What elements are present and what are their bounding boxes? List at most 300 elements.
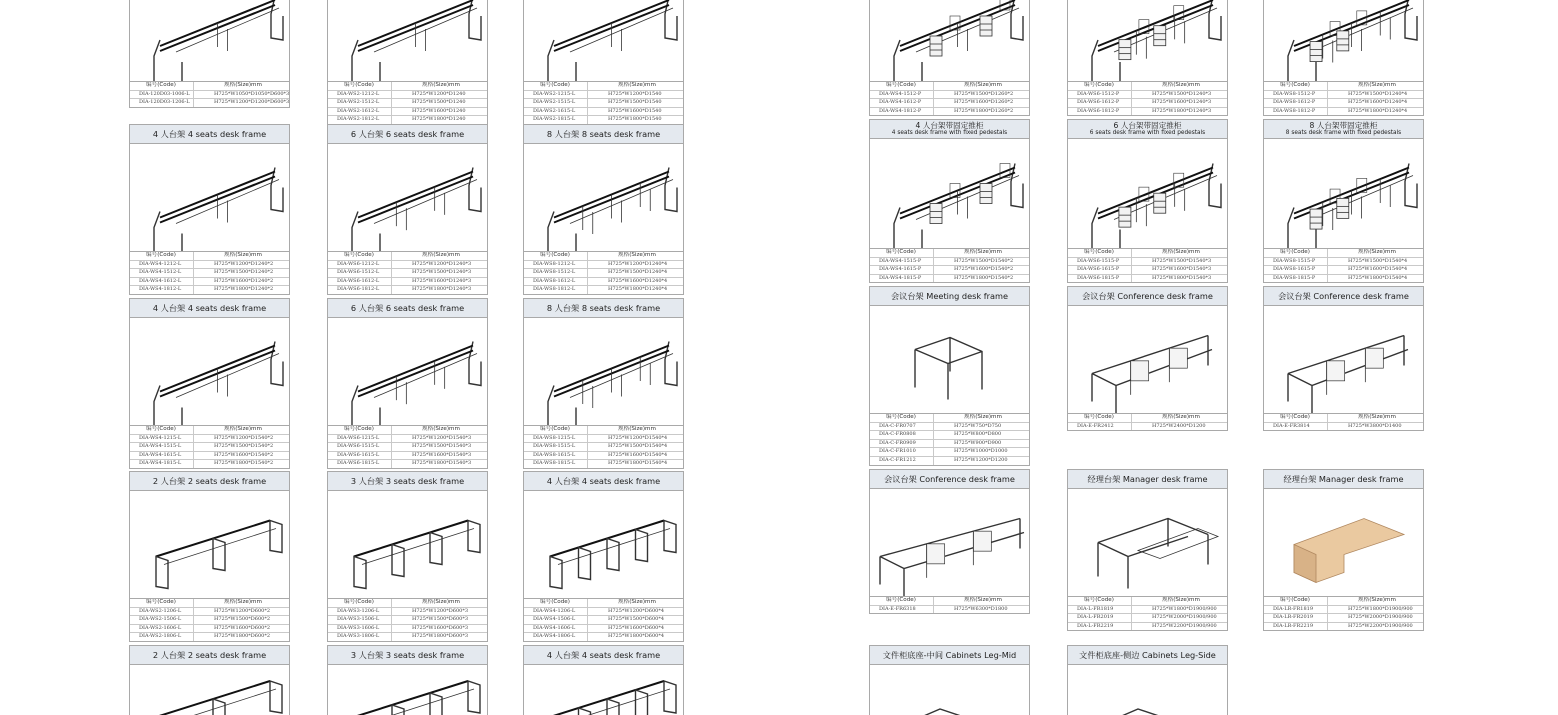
spec-table <box>524 598 683 641</box>
product-size: H725*W1200*D1540*3 <box>412 434 472 441</box>
spec-table-row <box>328 608 487 617</box>
code-header: 编号(Code) <box>524 599 588 607</box>
product-size: H725*W1600*D1260*2 <box>954 99 1014 106</box>
spec-table-row <box>524 608 683 617</box>
card-title-bar <box>328 125 487 144</box>
product-code: DIA-C-FR0707 <box>870 423 934 431</box>
card-r4-c6 <box>1263 469 1424 631</box>
spec-table-row <box>1068 614 1227 623</box>
spec-table-header <box>1068 82 1227 91</box>
spec-table-row <box>870 108 1029 116</box>
desk-frame-drawing <box>870 665 1029 715</box>
spec-table-row <box>328 633 487 641</box>
size-header: 规格(Size)mm <box>1358 597 1396 603</box>
product-code: DIA-WS4-1612-L <box>130 278 194 286</box>
size-header: 规格(Size)mm <box>224 599 262 605</box>
spec-table-header <box>130 599 289 608</box>
card-title: 4 人台架 4 seats desk frame <box>546 476 661 486</box>
spec-table-row <box>524 443 683 452</box>
product-size: H725*W1800*D1540*3 <box>1152 274 1212 281</box>
product-code: DIA-L-FR2019 <box>1068 614 1132 622</box>
spec-table-row <box>328 435 487 444</box>
card-subtitle: 8 seats desk frame with fixed pedestals <box>1285 129 1402 136</box>
card-title-bar <box>1068 470 1227 489</box>
spec-table-row <box>1264 623 1423 631</box>
size-header: 规格(Size)mm <box>618 599 656 605</box>
spec-table-header <box>1264 249 1423 258</box>
product-size: H725*W1500*D1540*4 <box>608 443 668 450</box>
card-r3-c3 <box>523 298 684 469</box>
spec-table-header <box>328 252 487 261</box>
spec-table-row <box>328 286 487 294</box>
spec-table-row <box>130 278 289 287</box>
spec-table-row <box>1264 108 1423 116</box>
card-r2-c3 <box>523 124 684 295</box>
product-size: H725*W1800*D1540*4 <box>608 460 668 467</box>
card-r5-c1 <box>129 645 290 715</box>
product-size: H725*W1800*D1240*4 <box>608 286 668 293</box>
product-code: DIA-WS6-1815-P <box>1068 275 1132 283</box>
size-header: 规格(Size)mm <box>964 597 1002 603</box>
card-title-bar <box>130 299 289 318</box>
code-header: 编号(Code) <box>130 426 194 434</box>
spec-table <box>1264 413 1423 430</box>
product-size: H725*W1200*D600*2 <box>214 607 271 614</box>
card-r4-c4 <box>869 469 1030 614</box>
spec-table-header <box>130 252 289 261</box>
product-code: DIA-LR-FR2219 <box>1264 623 1328 631</box>
product-size: H725*W1800*D1240*3 <box>1152 107 1212 114</box>
card-r3-c1 <box>129 298 290 469</box>
product-size: H725*W1800*D1260*2 <box>954 107 1014 114</box>
card-top-c3 <box>523 0 684 125</box>
product-code: DIA-WS8-1815-P <box>1264 275 1328 283</box>
spec-table <box>870 81 1029 115</box>
spec-table <box>524 251 683 294</box>
card-title: 2 人台架 2 seats desk frame <box>152 650 267 660</box>
spec-table-row <box>1264 423 1423 431</box>
product-size: H725*W1800*D1540*2 <box>214 460 274 467</box>
product-size: H725*W1800*D1240*2 <box>214 286 274 293</box>
product-code: DIA-WS6-1612-P <box>1068 99 1132 107</box>
code-header: 编号(Code) <box>130 82 194 90</box>
product-size: H725*W1500*D1540*3 <box>412 443 472 450</box>
spec-table-row <box>524 616 683 625</box>
size-header: 规格(Size)mm <box>224 252 262 258</box>
product-size: H725*W1500*D1240*3 <box>412 269 472 276</box>
card-r2-c4 <box>869 119 1030 283</box>
code-header: 编号(Code) <box>328 82 392 90</box>
spec-table <box>1068 413 1227 430</box>
spec-table-row <box>1264 258 1423 267</box>
card-title-bar <box>524 472 683 491</box>
spec-table <box>130 598 289 641</box>
card-title-bar <box>1068 120 1227 139</box>
product-code: DIA-WS4-1512-L <box>130 269 194 277</box>
spec-table-row <box>328 91 487 100</box>
product-size: H725*W1500*D1240 <box>412 99 466 106</box>
product-code: DIA-WS4-1212-L <box>130 261 194 269</box>
spec-table <box>328 251 487 294</box>
spec-table <box>1264 81 1423 115</box>
card-title: 6 人台架 6 seats desk frame <box>350 303 465 313</box>
product-size: H725*W1600*D600*3 <box>412 624 469 631</box>
spec-table <box>870 413 1029 465</box>
spec-table-row <box>524 452 683 461</box>
product-code: DIA-WS2-1815-L <box>524 116 588 124</box>
size-header: 规格(Size)mm <box>618 82 656 88</box>
card-title: 4 人台架 4 seats desk frame <box>152 303 267 313</box>
product-code: DIA-WS6-1512-P <box>1068 91 1132 99</box>
card-title: 6 人台架带固定推柜 <box>1113 120 1182 130</box>
size-header: 规格(Size)mm <box>1162 82 1200 88</box>
product-code: DIA-WS2-1612-L <box>328 108 392 116</box>
product-code: DIA-WS2-1515-L <box>524 99 588 107</box>
product-size: H725*W1600*D600*2 <box>214 624 271 631</box>
spec-table-row <box>130 269 289 278</box>
product-code: DIA-L-FR1819 <box>1068 606 1132 614</box>
spec-table-row <box>1068 258 1227 267</box>
size-header: 规格(Size)mm <box>964 249 1002 255</box>
code-header: 编号(Code) <box>1068 414 1132 422</box>
product-code: DIA-WS6-1615-P <box>1068 266 1132 274</box>
spec-table-row <box>130 286 289 294</box>
spec-table-row <box>328 261 487 270</box>
desk-frame-drawing <box>130 318 289 425</box>
product-size: H725*W1600*D1540*3 <box>412 451 472 458</box>
card-title: 4 人台架 4 seats desk frame <box>152 129 267 139</box>
spec-table-row <box>524 286 683 294</box>
product-size: H725*W1500*D1540*3 <box>1152 257 1212 264</box>
product-size: H725*W1200*D600*4 <box>608 607 665 614</box>
card-title: 文件柜底座-中间 Cabinets Leg-Mid <box>882 650 1017 660</box>
spec-table-row <box>130 435 289 444</box>
spec-table <box>1068 248 1227 282</box>
spec-table-row <box>524 91 683 100</box>
product-size: H725*W1500*D1540*4 <box>1348 257 1408 264</box>
product-size: H725*W2200*D1900/900 <box>1152 622 1217 629</box>
card-title: 4 人台架带固定推柜 <box>915 120 984 130</box>
desk-frame-drawing <box>524 491 683 598</box>
card-title-bar <box>524 299 683 318</box>
card-title: 4 人台架 4 seats desk frame <box>546 650 661 660</box>
product-size: H725*W1500*D600*4 <box>608 616 665 623</box>
card-title-bar <box>328 472 487 491</box>
spec-table-row <box>328 443 487 452</box>
product-size: H725*W1800*D1540*3 <box>412 460 472 467</box>
product-size: H725*W1800*D1900/900 <box>1152 605 1217 612</box>
product-code: DIA-WS8-1212-L <box>524 261 588 269</box>
product-code: DIA-WS4-1606-L <box>524 625 588 633</box>
product-size: H725*W1800*D600*4 <box>608 633 665 640</box>
desk-frame-drawing <box>1068 0 1227 81</box>
product-code: DIA-120D03-1206-L <box>130 99 194 107</box>
spec-table-header <box>524 599 683 608</box>
spec-table-row <box>870 275 1029 283</box>
product-code: DIA-C-FR1212 <box>870 457 934 465</box>
product-size: H725*W1800*D600*2 <box>214 633 271 640</box>
product-size: H725*W1500*D1540 <box>608 99 662 106</box>
product-code: DIA-WS2-1206-L <box>130 608 194 616</box>
code-header: 编号(Code) <box>1068 82 1132 90</box>
spec-table-row <box>870 266 1029 275</box>
spec-table-row <box>328 278 487 287</box>
product-size: H725*W750*D750 <box>954 422 1002 429</box>
product-code: DIA-WS6-1215-L <box>328 435 392 443</box>
product-code: DIA-WS6-1612-L <box>328 278 392 286</box>
spec-table <box>130 81 289 107</box>
size-header: 规格(Size)mm <box>1358 82 1396 88</box>
product-code: DIA-WS2-1512-L <box>328 99 392 107</box>
code-header: 编号(Code) <box>1264 597 1328 605</box>
card-title-bar <box>870 470 1029 489</box>
spec-table <box>130 251 289 294</box>
size-header: 规格(Size)mm <box>422 599 460 605</box>
card-title: 8 人台架带固定推柜 <box>1309 120 1378 130</box>
product-size: H725*W1500*D1240*4 <box>1348 90 1408 97</box>
code-header: 编号(Code) <box>870 249 934 257</box>
card-r4-c3 <box>523 471 684 642</box>
spec-table-header <box>1068 249 1227 258</box>
spec-table <box>870 248 1029 282</box>
product-size: H725*W2200*D1900/900 <box>1348 622 1413 629</box>
spec-table-row <box>1264 275 1423 283</box>
desk-frame-drawing <box>1068 139 1227 248</box>
card-title-bar <box>1264 120 1423 139</box>
spec-table-header <box>1068 597 1227 606</box>
desk-frame-drawing <box>1264 306 1423 413</box>
product-size: H725*W1800*D1240*4 <box>1348 107 1408 114</box>
spec-table-row <box>130 608 289 617</box>
spec-table <box>524 81 683 124</box>
spec-table <box>130 425 289 468</box>
spec-table-row <box>870 91 1029 100</box>
spec-table-row <box>1264 99 1423 108</box>
card-top-c6 <box>1263 0 1424 116</box>
code-header: 编号(Code) <box>524 252 588 260</box>
spec-table <box>870 596 1029 613</box>
spec-table-row <box>328 616 487 625</box>
card-top-c5 <box>1067 0 1228 116</box>
product-size: H725*W1600*D600*4 <box>608 624 665 631</box>
product-code: DIA-WS8-1812-P <box>1264 108 1328 116</box>
size-header: 规格(Size)mm <box>1358 414 1396 420</box>
spec-table-row <box>130 460 289 468</box>
product-size: H725*W1200*D1240*3 <box>412 260 472 267</box>
product-size: H725*W1800*D1540 <box>608 116 662 123</box>
spec-table-row <box>1264 614 1423 623</box>
card-title-bar <box>870 287 1029 306</box>
product-code: DIA-WS3-1506-L <box>328 616 392 624</box>
spec-table-row <box>130 91 289 100</box>
product-size: H725*W1200*D1240*4 <box>608 260 668 267</box>
card-r3-c2 <box>327 298 488 469</box>
product-code: DIA-L-FR2219 <box>1068 623 1132 631</box>
code-header: 编号(Code) <box>1264 82 1328 90</box>
product-code: DIA-WS3-1206-L <box>328 608 392 616</box>
product-size: H725*W1500*D1240*3 <box>1152 90 1212 97</box>
spec-table-row <box>328 452 487 461</box>
product-code: DIA-WS8-1612-P <box>1264 99 1328 107</box>
card-title: 3 人台架 3 seats desk frame <box>350 476 465 486</box>
spec-table-row <box>524 278 683 287</box>
product-code: DIA-WS4-1506-L <box>524 616 588 624</box>
card-title: 经理台架 Manager desk frame <box>1283 474 1404 484</box>
card-r2-c1 <box>129 124 290 295</box>
spec-table-header <box>870 249 1029 258</box>
product-code: DIA-WS6-1812-P <box>1068 108 1132 116</box>
product-size: H725*W1200*D1200*D600*3 <box>214 99 289 106</box>
spec-table-row <box>130 633 289 641</box>
desk-frame-drawing <box>328 0 487 81</box>
product-code: DIA-WS4-1815-P <box>870 275 934 283</box>
product-code: DIA-WS4-1515-P <box>870 258 934 266</box>
desk-frame-drawing <box>1068 306 1227 413</box>
desk-frame-drawing <box>328 318 487 425</box>
size-header: 规格(Size)mm <box>964 414 1002 420</box>
spec-table-row <box>524 460 683 468</box>
size-header: 规格(Size)mm <box>422 426 460 432</box>
product-size: H725*W1600*D1540*2 <box>214 451 274 458</box>
product-code: DIA-WS6-1512-L <box>328 269 392 277</box>
code-header: 编号(Code) <box>870 82 934 90</box>
product-code: DIA-WS6-1615-L <box>328 452 392 460</box>
product-code: DIA-WS6-1815-L <box>328 460 392 468</box>
product-code: DIA-WS8-1515-L <box>524 443 588 451</box>
spec-table <box>328 425 487 468</box>
product-code: DIA-120D03-1006-L <box>130 91 194 99</box>
spec-table-row <box>1264 266 1423 275</box>
product-size: H725*W1500*D600*3 <box>412 616 469 623</box>
desk-frame-drawing <box>870 306 1029 413</box>
spec-table <box>1068 81 1227 115</box>
product-code: DIA-WS6-1212-L <box>328 261 392 269</box>
desk-frame-drawing <box>524 318 683 425</box>
spec-table-row <box>524 625 683 634</box>
product-code: DIA-LR-FR1819 <box>1264 606 1328 614</box>
spec-table-row <box>1068 423 1227 431</box>
product-size: H725*W1800*D1540*4 <box>1348 274 1408 281</box>
product-code: DIA-WS4-1515-L <box>130 443 194 451</box>
spec-table-row <box>130 261 289 270</box>
spec-table-row <box>870 258 1029 267</box>
product-size: H725*W3800*D1400 <box>1348 422 1402 429</box>
spec-table-header <box>328 426 487 435</box>
code-header: 编号(Code) <box>1068 249 1132 257</box>
product-code: DIA-WS4-1206-L <box>524 608 588 616</box>
spec-table-header <box>524 252 683 261</box>
spec-table-row <box>524 99 683 108</box>
product-size: H725*W1600*D1240*4 <box>1348 99 1408 106</box>
desk-frame-drawing <box>328 144 487 251</box>
desk-frame-drawing <box>130 665 289 715</box>
product-size: H725*W1600*D1540 <box>608 107 662 114</box>
product-size: H725*W1200*D600*3 <box>412 607 469 614</box>
product-size: H725*W1200*D1540 <box>608 90 662 97</box>
product-code: DIA-WS3-1806-L <box>328 633 392 641</box>
spec-table-row <box>328 116 487 124</box>
product-code: DIA-E-FR2412 <box>1068 423 1132 431</box>
product-code: DIA-WS4-1815-L <box>130 460 194 468</box>
spec-table-row <box>1068 108 1227 116</box>
product-size: H725*W1600*D1540*2 <box>954 266 1014 273</box>
product-code: DIA-C-FR0909 <box>870 440 934 448</box>
product-code: DIA-LR-FR2019 <box>1264 614 1328 622</box>
card-r3-c6 <box>1263 286 1424 431</box>
spec-table-header <box>1068 414 1227 423</box>
product-code: DIA-WS4-1812-L <box>130 286 194 294</box>
product-code: DIA-WS2-1215-L <box>524 91 588 99</box>
spec-table-row <box>130 616 289 625</box>
card-top-c1 <box>129 0 290 108</box>
product-code: DIA-WS8-1815-L <box>524 460 588 468</box>
spec-table-header <box>1264 597 1423 606</box>
spec-table <box>328 81 487 124</box>
size-header: 规格(Size)mm <box>224 82 262 88</box>
product-code: DIA-WS2-1812-L <box>328 116 392 124</box>
size-header: 规格(Size)mm <box>1358 249 1396 255</box>
size-header: 规格(Size)mm <box>1162 249 1200 255</box>
product-code: DIA-WS4-1615-L <box>130 452 194 460</box>
card-r4-c5 <box>1067 469 1228 631</box>
spec-table-row <box>1068 91 1227 100</box>
size-header: 规格(Size)mm <box>422 82 460 88</box>
spec-table-header <box>870 597 1029 606</box>
product-code: DIA-WS4-1612-P <box>870 99 934 107</box>
product-code: DIA-WS2-1806-L <box>130 633 194 641</box>
product-size: H725*W6300*D1800 <box>954 605 1008 612</box>
card-title: 2 人台架 2 seats desk frame <box>152 476 267 486</box>
product-code: DIA-WS6-1515-L <box>328 443 392 451</box>
card-top-c4 <box>869 0 1030 116</box>
product-code: DIA-WS4-1615-P <box>870 266 934 274</box>
spec-table-row <box>328 625 487 634</box>
code-header: 编号(Code) <box>524 426 588 434</box>
card-title-bar <box>1068 287 1227 306</box>
desk-frame-drawing <box>1264 489 1423 596</box>
size-header: 规格(Size)mm <box>1162 414 1200 420</box>
product-size: H725*W1600*D1540*4 <box>608 451 668 458</box>
product-size: H725*W1800*D1900/900 <box>1348 605 1413 612</box>
code-header: 编号(Code) <box>328 599 392 607</box>
spec-table-row <box>524 108 683 117</box>
spec-table-header <box>130 82 289 91</box>
product-size: H725*W1600*D1240*4 <box>608 277 668 284</box>
desk-frame-drawing <box>524 144 683 251</box>
spec-table <box>1068 596 1227 630</box>
product-size: H725*W1500*D1240*4 <box>608 269 668 276</box>
spec-table-row <box>870 440 1029 449</box>
product-code: DIA-WS2-1212-L <box>328 91 392 99</box>
code-header: 编号(Code) <box>524 82 588 90</box>
product-size: H725*W1600*D1240*2 <box>214 277 274 284</box>
card-title-bar <box>328 646 487 665</box>
product-size: H725*W1600*D1240*3 <box>412 277 472 284</box>
spec-table <box>1264 248 1423 282</box>
product-size: H725*W1200*D1240*2 <box>214 260 274 267</box>
card-top-c2 <box>327 0 488 125</box>
desk-frame-drawing <box>524 0 683 81</box>
card-r2-c2 <box>327 124 488 295</box>
spec-table-row <box>130 452 289 461</box>
product-code: DIA-WS4-1215-L <box>130 435 194 443</box>
spec-table-row <box>1264 606 1423 615</box>
spec-table-row <box>328 460 487 468</box>
spec-table <box>328 598 487 641</box>
code-header: 编号(Code) <box>130 599 194 607</box>
spec-table-row <box>1068 266 1227 275</box>
card-r5-c5 <box>1067 645 1228 715</box>
